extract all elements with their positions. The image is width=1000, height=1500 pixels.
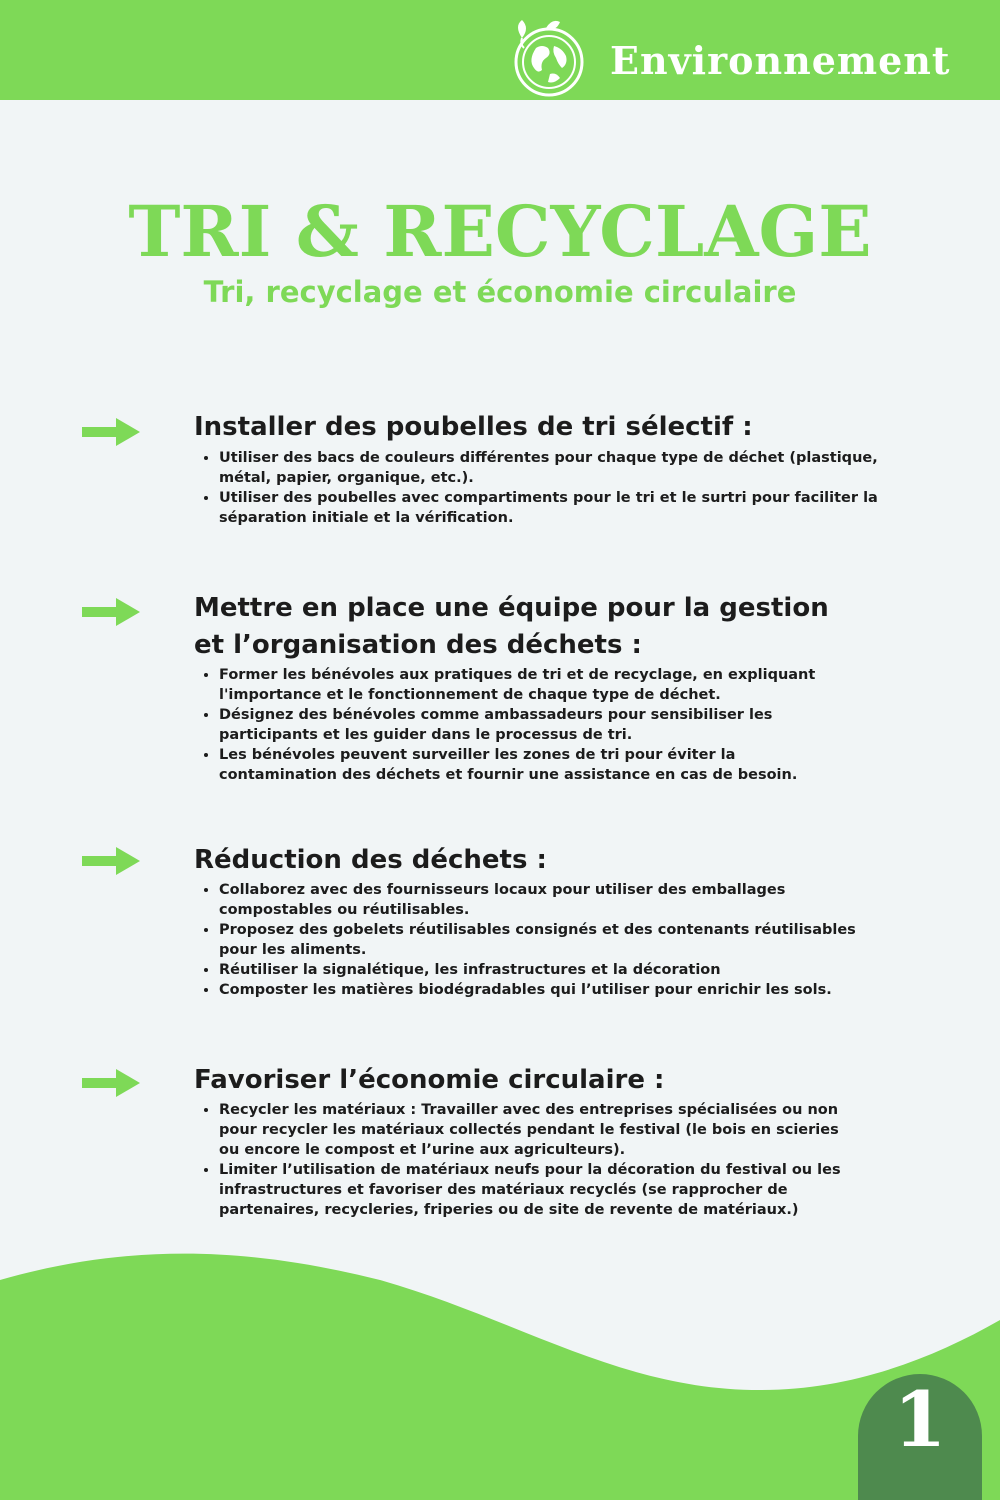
bullet-list [219, 1100, 849, 1220]
page-subtitle: Tri, recyclage et économie circulaire [203, 275, 797, 309]
section-title: Réduction des déchets : [194, 845, 547, 875]
bullet-list [219, 448, 879, 528]
arrow-right-icon [80, 845, 142, 877]
brand-title: Environnement [610, 38, 951, 83]
section-title: Mettre en place une équipe pour la gestion et l’organisation des déchets : [194, 593, 829, 660]
list-item: Limiter l’utilisation de matériaux neufs pour la décoration du festival ou les infrastructures et favoriser des matériaux recyclés (se rapprocher de partenaires, recycleries, friperies ou de site de revente de matériaux.) [219, 1160, 849, 1220]
header-bar [0, 0, 1000, 100]
globe-leaf-icon [508, 18, 590, 100]
arrow-right-icon [80, 1067, 142, 1099]
list-item: Proposez des gobelets réutilisables consignés et des contenants réutilisables pour les aliments. [219, 920, 879, 960]
bullet-list [219, 880, 879, 1000]
section-title: Installer des poubelles de tri sélectif : [194, 412, 753, 442]
list-item: Utiliser des poubelles avec compartiments pour le tri et le surtri pour faciliter la séparation initiale et la vérification. [219, 490, 878, 526]
footer-wave [0, 1240, 1000, 1500]
page-number: 1 [893, 1375, 947, 1464]
list-item: Réutiliser la signalétique, les infrastructures et la décoration [219, 960, 879, 980]
section-title: Favoriser l’économie circulaire : [194, 1065, 665, 1095]
list-item: Collaborez avec des fournisseurs locaux pour utiliser des emballages compostables ou réutilisables. [219, 880, 879, 920]
list-item: Les bénévoles peuvent surveiller les zones de tri pour éviter la contamination des déchets et fournir une assistance en cas de besoin. [219, 745, 839, 785]
bullet-list [219, 665, 839, 785]
list-item: Désignez des bénévoles comme ambassadeurs pour sensibiliser les participants et les guider dans le processus de tri. [219, 705, 839, 745]
list-item: Utiliser des bacs de couleurs différentes pour chaque type de déchet (plastique, métal, papier, organique, etc.). [219, 450, 878, 486]
page-title: TRI & RECYCLAGE [128, 190, 872, 273]
arrow-right-icon [80, 416, 142, 448]
arrow-right-icon [80, 596, 142, 628]
list-item: Recycler les matériaux : Travailler avec des entreprises spécialisées ou non pour recycler les matériaux collectés pendant le festival (le bois en scieries ou encore le compost et l’urine aux agriculteurs). [219, 1100, 849, 1160]
list-item: Composter les matières biodégradables qui l’utiliser pour enrichir les sols. [219, 980, 879, 1000]
list-item: Former les bénévoles aux pratiques de tri et de recyclage, en expliquant l'importance et le fonctionnement de chaque type de déchet. [219, 665, 839, 705]
